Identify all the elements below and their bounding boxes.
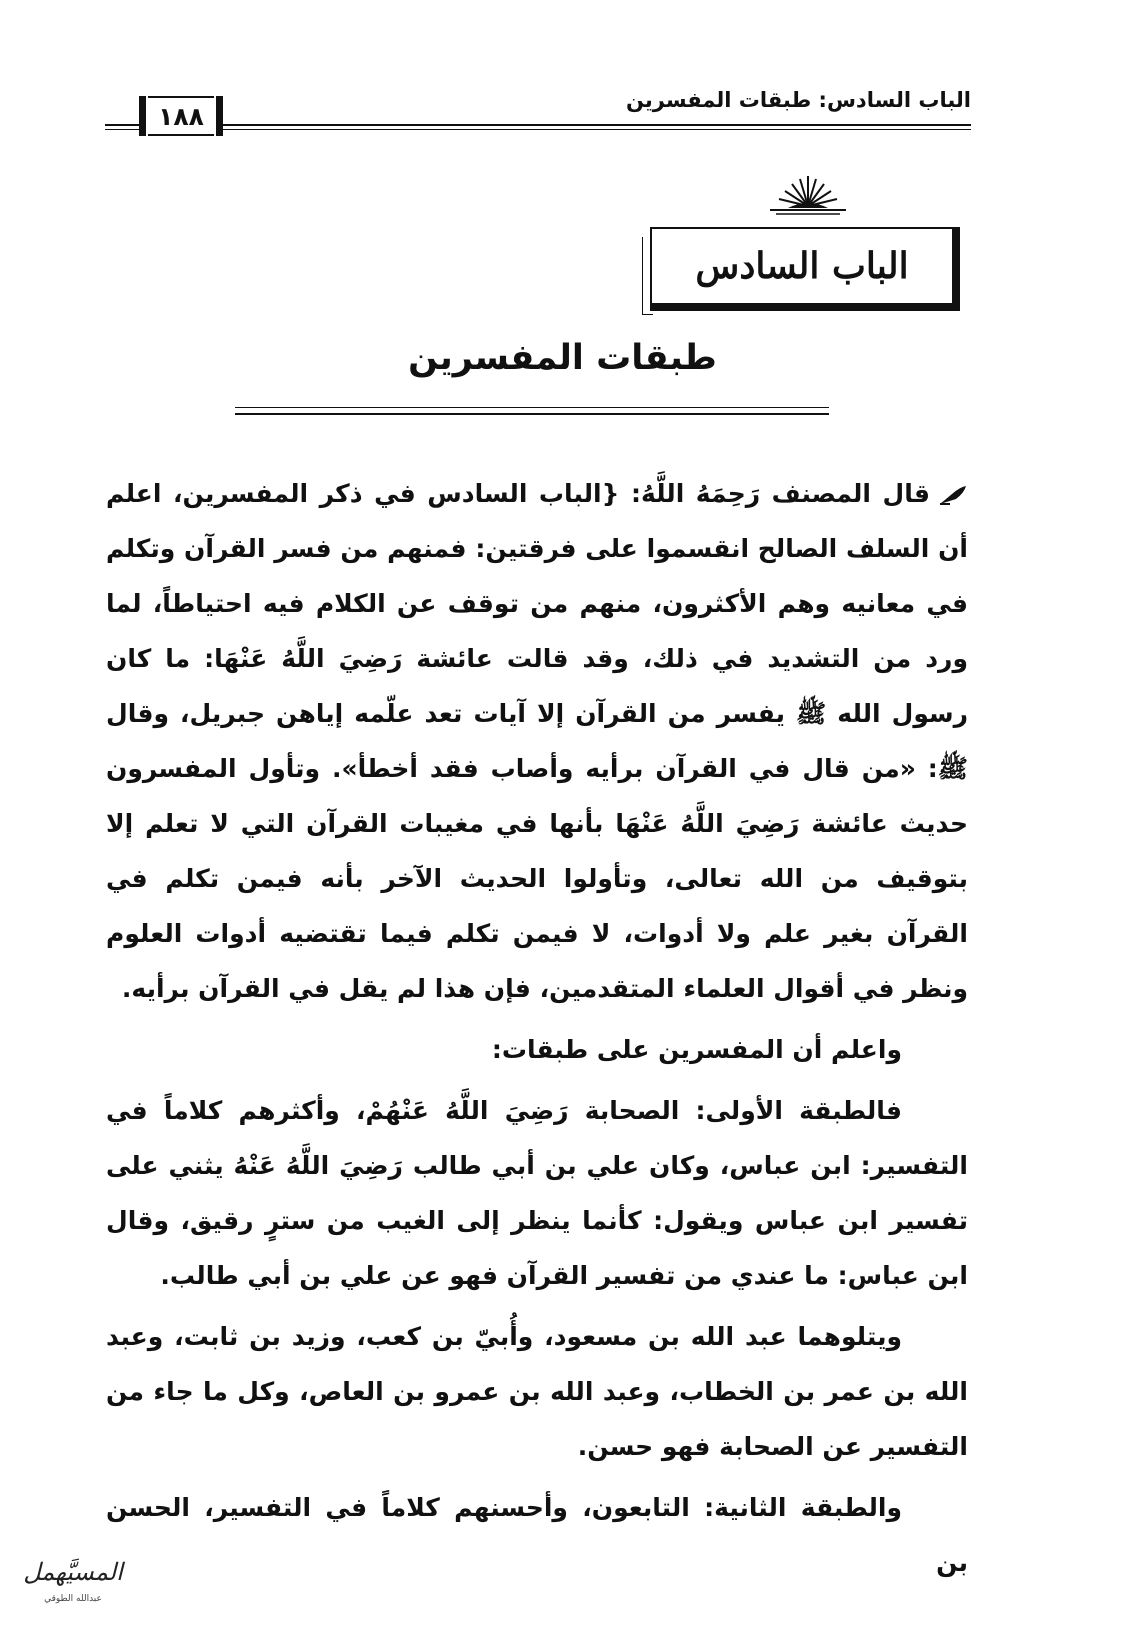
paragraph: واعلم أن المفسرين على طبقات: — [491, 1035, 902, 1064]
page-number-frame — [139, 96, 223, 136]
paragraph — [106, 466, 968, 1016]
chapter-heading-box — [650, 227, 960, 311]
body-text — [106, 466, 968, 1590]
title-rule — [235, 413, 829, 415]
header-rule — [105, 124, 139, 126]
chapter-label: الباب السادس — [695, 245, 909, 287]
quill-pen-icon — [938, 484, 968, 506]
watermark-text: المسيَّهمل — [23, 1558, 123, 1586]
watermark-subtext: عبدالله الطوقي — [44, 1594, 102, 1604]
paragraph: ويتلوهما عبد الله بن مسعود، وأُبيّ بن كعب، وزيد بن ثابت، وعبد الله بن عمر بن الخطاب، وعبد الله بن عمرو بن العاص، وكل ما جاء من التفسير عن الصحابة فهو حسن. — [106, 1322, 968, 1461]
running-title: الباب السادس: طبقات المفسرين — [625, 88, 971, 112]
paragraph: فالطبقة الأولى: الصحابة رَضِيَ اللَّهُ عَنْهُمْ، وأكثرهم كلاماً في التفسير: ابن عباس، وكان علي بن أبي طالب رَضِيَ اللَّهُ عَنْهُ يثني على تفسير ابن عباس ويقول: كأنما ينظر إلى الغيب من سترٍ رقيق، وقال ابن عباس: ما عندي من تفسير القرآن فهو عن علي بن أبي طالب. — [106, 1096, 968, 1290]
paragraph: والطبقة الثانية: التابعون، وأحسنهم كلاماً في التفسير، الحسن بن — [106, 1493, 968, 1577]
header-rule — [223, 124, 971, 126]
title-rule — [235, 407, 829, 408]
running-header — [105, 82, 971, 142]
section-title: طبقات المفسرين — [408, 338, 717, 378]
page-number: ١٨٨ — [158, 101, 204, 131]
paragraph-text: قال المصنف رَحِمَهُ اللَّهُ: {الباب السادس في ذكر المفسرين، اعلم أن السلف الصالح انقسموا على فرقتين: فمنهم من فسر القرآن وتكلم في معانيه وهم الأكثرون، منهم من توقف عن الكلام فيه احتياطاً، لما ورد من التشديد في ذلك، وقد قالت عائشة رَضِيَ اللَّهُ عَنْهَا: ما كان رسول الله ﷺ يفسر من القرآن إلا آيات تعد علّمه إياهن جبريل، وقال ﷺ: «من قال في القرآن برأيه وأصاب فقد أخطأ». وتأول المفسرون حديث عائشة رَضِيَ اللَّهُ عَنْهَا بأنها في مغيبات القرآن التي لا تعلم إلا بتوقيف من الله تعالى، وتأولوا الحديث الآخر بأنه فيمن تكلم في القرآن بغير علم ولا أدوات، لا فيمن تكلم فيما تقتضيه أدوات العلوم ونظر في أقوال العلماء المتقدمين، فإن هذا لم يقل في القرآن برأيه. — [106, 479, 968, 1003]
header-rule — [105, 129, 139, 130]
sunburst-ornament-icon — [770, 172, 846, 218]
signature-watermark — [14, 1556, 132, 1612]
header-rule — [223, 129, 971, 130]
